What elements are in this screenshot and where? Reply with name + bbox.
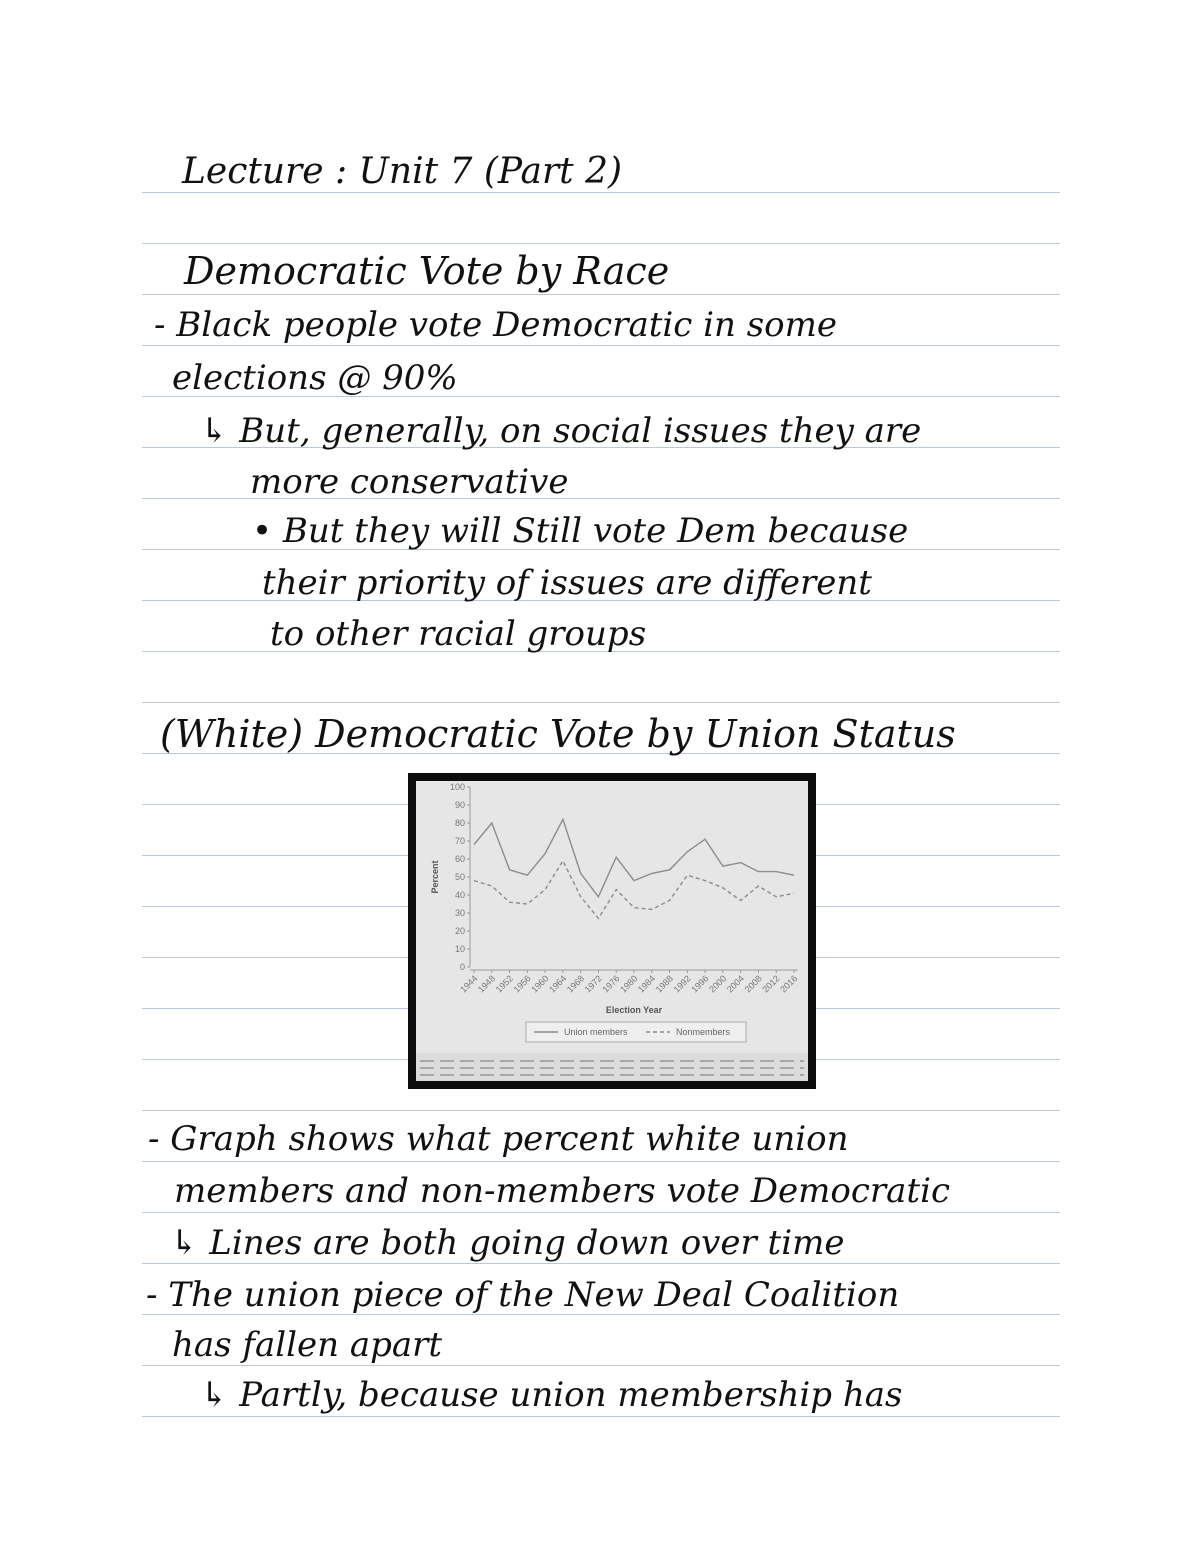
- ruled-line: [142, 1365, 1060, 1366]
- x-tick-label: 2000: [707, 973, 729, 995]
- y-tick-label: 50: [454, 872, 465, 882]
- note-line: - Black people vote Democratic in some: [154, 305, 837, 345]
- y-tick-label: 20: [454, 926, 465, 936]
- x-tick-label: 1976: [600, 973, 622, 995]
- ruled-line: [142, 294, 1060, 295]
- series-line-nonmembers: [474, 861, 794, 919]
- y-tick-label: 70: [454, 836, 465, 846]
- note-line: - Graph shows what percent white union: [148, 1119, 849, 1159]
- ruled-line: [142, 1212, 1060, 1213]
- y-tick-label: 0: [459, 962, 465, 972]
- page-title: Lecture : Unit 7 (Part 2): [182, 151, 623, 192]
- y-tick-label: 80: [454, 818, 465, 828]
- x-tick-label: 2008: [742, 973, 764, 995]
- y-axis-label: Percent: [430, 860, 440, 894]
- ruled-line: [142, 192, 1060, 193]
- x-tick-label: 1948: [475, 973, 498, 995]
- ruled-line: [142, 1263, 1060, 1264]
- y-tick-label: 60: [454, 854, 465, 864]
- legend-label: Nonmembers: [676, 1027, 731, 1037]
- x-tick-label: 1952: [493, 973, 515, 995]
- note-line: members and non-members vote Democratic: [174, 1171, 950, 1211]
- x-tick-label: 1972: [582, 973, 604, 995]
- ruled-line: [142, 1110, 1060, 1111]
- x-tick-label: 1944: [458, 973, 480, 995]
- note-line: • But they will Still vote Dem because: [252, 511, 909, 551]
- line-chart: [416, 781, 808, 1081]
- legend-label: Union members: [564, 1027, 628, 1037]
- x-tick-label: 1984: [635, 973, 658, 995]
- ruled-line: [142, 1416, 1060, 1417]
- ruled-line: [142, 702, 1060, 703]
- ruled-line: [142, 345, 1060, 346]
- section-heading-race: Democratic Vote by Race: [184, 249, 670, 293]
- x-axis-label: Election Year: [605, 1005, 663, 1015]
- chart-frame: [408, 773, 816, 1089]
- ruled-line: [142, 243, 1060, 244]
- note-line: has fallen apart: [172, 1325, 443, 1365]
- note-line: elections @ 90%: [172, 358, 458, 398]
- x-tick-label: 1988: [653, 973, 675, 995]
- y-tick-label: 10: [454, 944, 465, 954]
- y-tick-label: 40: [454, 890, 465, 900]
- ruled-line: [142, 1161, 1060, 1162]
- note-line: - The union piece of the New Deal Coalition: [146, 1275, 900, 1315]
- note-line: ↳ Partly, because union membership has: [200, 1375, 903, 1415]
- y-tick-label: 30: [454, 908, 465, 918]
- note-line: to other racial groups: [270, 614, 647, 654]
- x-tick-label: 2016: [778, 973, 800, 995]
- series-line-union-members: [474, 819, 794, 896]
- y-tick-label: 100: [449, 782, 465, 792]
- x-tick-label: 2012: [760, 973, 782, 995]
- x-tick-label: 1968: [564, 973, 587, 995]
- x-tick-label: 1980: [618, 973, 640, 995]
- chart-image: [416, 781, 808, 1081]
- note-line: ↳ But, generally, on social issues they are: [200, 411, 922, 451]
- x-tick-label: 1992: [671, 973, 693, 995]
- section-heading-union: (White) Democratic Vote by Union Status: [160, 712, 956, 756]
- x-tick-label: 1956: [511, 973, 533, 995]
- note-line: more conservative: [250, 462, 569, 502]
- x-tick-label: 2004: [724, 973, 747, 995]
- x-tick-label: 1960: [529, 973, 551, 995]
- note-line: ↳ Lines are both going down over time: [170, 1223, 845, 1263]
- x-tick-label: 1964: [547, 973, 569, 995]
- y-tick-label: 90: [454, 800, 465, 810]
- x-tick-label: 1996: [689, 973, 711, 995]
- note-line: their priority of issues are different: [262, 563, 872, 603]
